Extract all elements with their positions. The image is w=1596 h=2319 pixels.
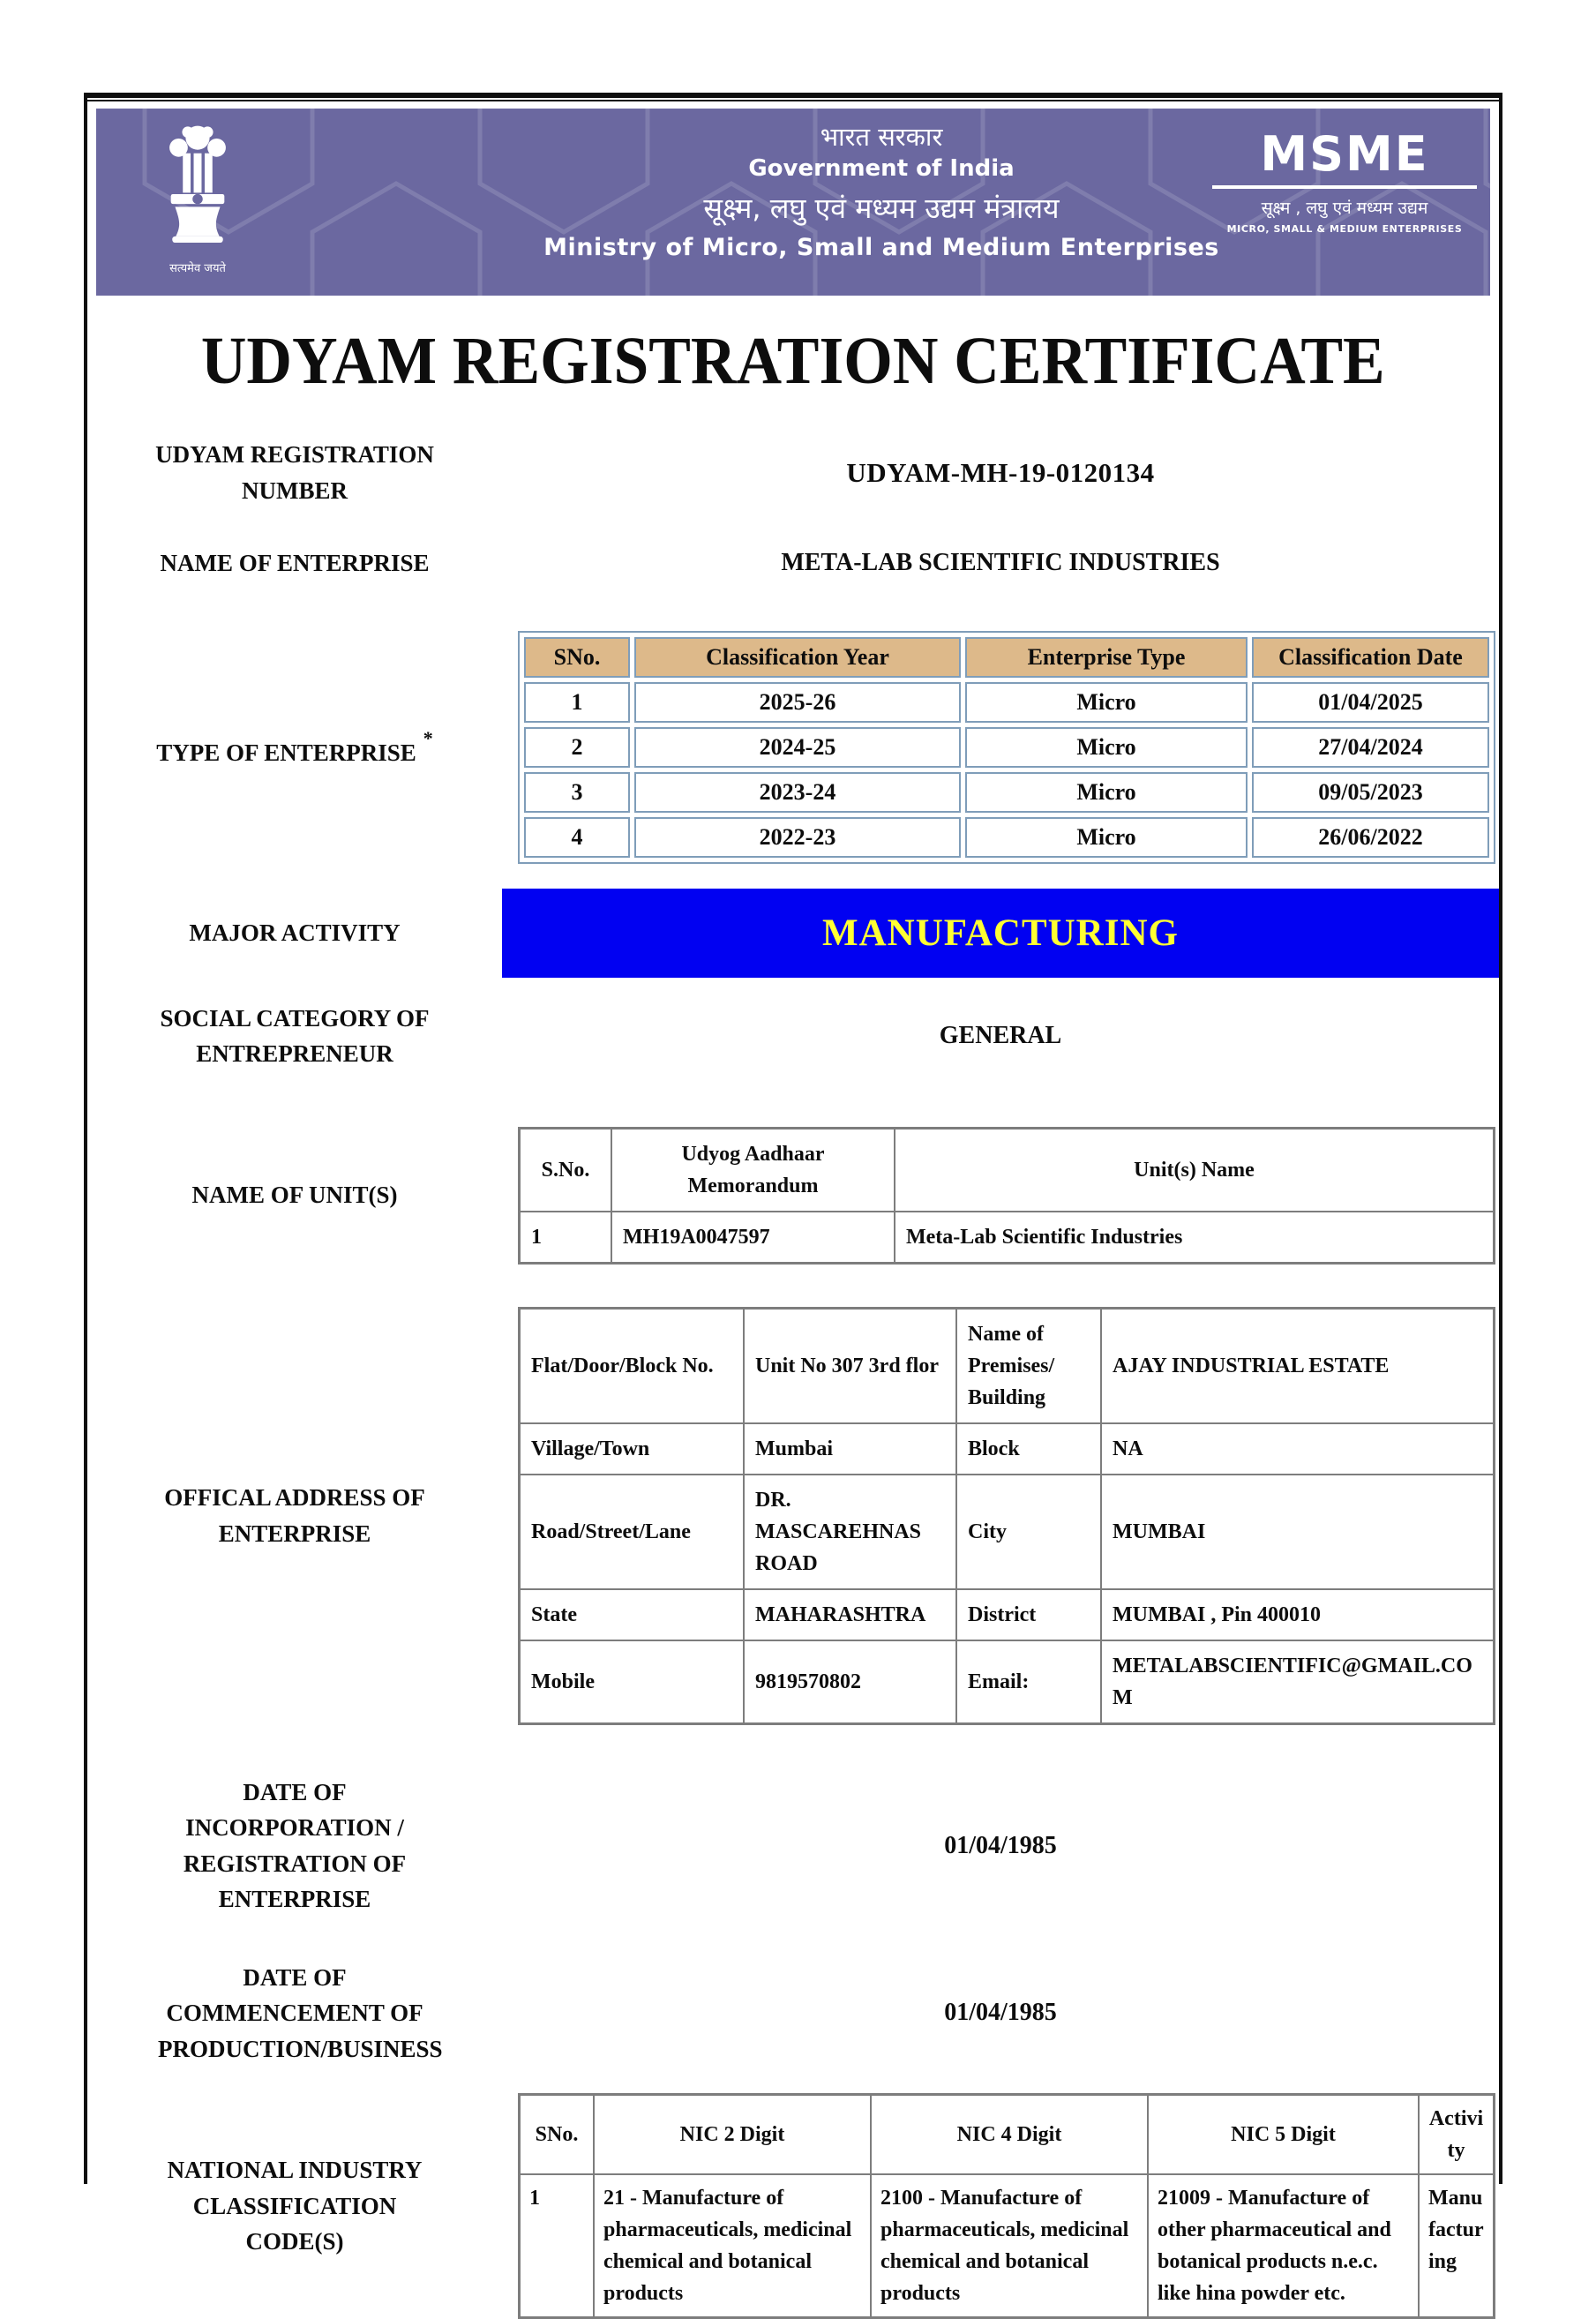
column-header: SNo. xyxy=(524,637,630,678)
enterprise-name-value: META-LAB SCIENTIFIC INDUSTRIES xyxy=(781,549,1220,577)
msme-english-line: MICRO, SMALL & MEDIUM ENTERPRISES xyxy=(1226,223,1463,236)
table-header-row xyxy=(524,637,1489,678)
ministry-hindi: सूक्ष्म, लघु एवं मध्यम उद्यम मंत्रालय xyxy=(703,191,1060,226)
table-cell: Micro xyxy=(965,772,1248,813)
table-cell: Unit No 307 3rd flor xyxy=(744,1308,956,1423)
table-cell: Manufacturing xyxy=(1419,2174,1495,2318)
type-of-enterprise-value xyxy=(502,631,1499,864)
column-header: NIC 4 Digit xyxy=(871,2095,1148,2175)
table-cell: Mobile xyxy=(520,1640,745,1724)
table-cell: Micro xyxy=(965,682,1248,723)
emblem-motto: सत्यमेव जयते xyxy=(169,262,226,275)
table-cell: MH19A0047597 xyxy=(611,1212,895,1264)
major-activity-value-wrap xyxy=(502,889,1499,978)
certificate-body xyxy=(87,98,1499,2319)
table-cell: Flat/Door/Block No. xyxy=(520,1308,745,1423)
table-row xyxy=(520,1212,1495,1264)
nic-table xyxy=(518,2093,1495,2319)
enterprise-name-label: NAME OF ENTERPRISE xyxy=(160,550,430,576)
table-cell: 09/05/2023 xyxy=(1252,772,1489,813)
table-cell: 2024-25 xyxy=(634,727,961,768)
units-label: NAME OF UNIT(S) xyxy=(191,1182,398,1209)
column-header: NIC 5 Digit xyxy=(1148,2095,1419,2175)
ministry-english: Ministry of Micro, Small and Medium Enterprises xyxy=(543,234,1219,262)
column-header: Enterprise Type xyxy=(965,637,1248,678)
table-row xyxy=(520,1589,1495,1640)
column-header: Classification Date xyxy=(1252,637,1489,678)
msme-logo xyxy=(1212,126,1477,236)
government-banner xyxy=(96,109,1490,296)
table-cell: 4 xyxy=(524,817,630,858)
registration-number-value: UDYAM-MH-19-0120134 xyxy=(846,456,1155,488)
nic-codes-value xyxy=(502,2093,1499,2319)
table-row xyxy=(520,1640,1495,1724)
table-cell: 3 xyxy=(524,772,630,813)
type-of-enterprise-label: TYPE OF ENTERPRISE* xyxy=(156,726,433,766)
column-header: SNo. xyxy=(520,2095,595,2175)
table-cell: MUMBAI xyxy=(1101,1475,1495,1589)
table-cell: 2100 - Manufacture of pharmaceuticals, medicinal chemical and botanical products xyxy=(871,2174,1148,2318)
table-cell: 26/06/2022 xyxy=(1252,817,1489,858)
table-cell: Village/Town xyxy=(520,1423,745,1475)
units-table xyxy=(518,1127,1495,1265)
table-cell: 21009 - Manufacture of other pharmaceutical and botanical products n.e.c. like hina powder etc. xyxy=(1148,2174,1419,2318)
social-category-label: SOCIAL CATEGORY OF ENTREPRENEUR xyxy=(160,1004,430,1067)
nic-codes-label: NATIONAL INDUSTRY CLASSIFICATION CODE(S) xyxy=(167,2157,423,2255)
table-cell: 2023-24 xyxy=(634,772,961,813)
table-row xyxy=(520,1423,1495,1475)
table-row xyxy=(520,1475,1495,1589)
table-cell: 21 - Manufacture of pharmaceuticals, medicinal chemical and botanical products xyxy=(594,2174,871,2318)
table-cell: MAHARASHTRA xyxy=(744,1589,956,1640)
column-header: Activity xyxy=(1419,2095,1495,2175)
table-cell: 01/04/2025 xyxy=(1252,682,1489,723)
registration-number-label: UDYAM REGISTRATION NUMBER xyxy=(155,441,434,504)
table-row xyxy=(524,727,1489,768)
major-activity-label: MAJOR ACTIVITY xyxy=(189,919,401,946)
government-of-india: Government of India xyxy=(748,155,1015,183)
units-row xyxy=(87,1127,1499,1265)
column-header: S.No. xyxy=(520,1128,612,1212)
table-cell: Email: xyxy=(956,1640,1101,1724)
table-row xyxy=(524,772,1489,813)
column-header: NIC 2 Digit xyxy=(594,2095,871,2175)
official-address-row xyxy=(87,1307,1499,1725)
table-row xyxy=(520,1308,1495,1423)
certificate-title: UDYAM REGISTRATION CERTIFICATE xyxy=(201,324,1385,398)
certificate-frame xyxy=(84,93,1502,2305)
table-cell: Name of Premises/ Building xyxy=(956,1308,1101,1423)
table-header-row xyxy=(520,1128,1495,1212)
table-cell: Mumbai xyxy=(744,1423,956,1475)
msme-hindi-line: सूक्ष्म , लघु एवं मध्यम उद्यम xyxy=(1261,199,1428,219)
table-cell: 2 xyxy=(524,727,630,768)
table-header-row xyxy=(520,2095,1495,2175)
table-cell: Micro xyxy=(965,727,1248,768)
banner-titles xyxy=(476,123,1287,261)
table-cell: NA xyxy=(1101,1423,1495,1475)
address-table xyxy=(518,1307,1495,1725)
incorporation-date-value: 01/04/1985 xyxy=(944,1831,1057,1859)
incorporation-date-label: DATE OF INCORPORATION / REGISTRATION OF ENTERPRISE xyxy=(183,1778,407,1912)
table-cell: 2025-26 xyxy=(634,682,961,723)
table-cell: Block xyxy=(956,1423,1101,1475)
table-cell: 1 xyxy=(524,682,630,723)
nic-codes-row xyxy=(87,2093,1499,2319)
major-activity-row xyxy=(87,889,1499,978)
table-cell: District xyxy=(956,1589,1101,1640)
major-activity-band xyxy=(502,889,1499,978)
social-category-row xyxy=(87,1001,1499,1072)
table-cell: Micro xyxy=(965,817,1248,858)
column-header: Classification Year xyxy=(634,637,961,678)
commencement-date-row xyxy=(87,1960,1499,2068)
table-cell: METALABSCIENTIFIC@GMAIL.COM xyxy=(1101,1640,1495,1724)
table-cell: AJAY INDUSTRIAL ESTATE xyxy=(1101,1308,1495,1423)
table-cell: 1 xyxy=(520,2174,595,2318)
major-activity-value: MANUFACTURING xyxy=(822,912,1179,954)
table-row xyxy=(524,817,1489,858)
registration-number-row xyxy=(87,437,1499,508)
government-of-india-hindi: भारत सरकार xyxy=(820,122,943,152)
india-emblem xyxy=(149,121,246,275)
table-row xyxy=(524,682,1489,723)
ashoka-lion-capital-icon xyxy=(155,121,240,253)
table-cell: Road/Street/Lane xyxy=(520,1475,745,1589)
table-cell: MUMBAI , Pin 400010 xyxy=(1101,1589,1495,1640)
msme-wordmark: MSME xyxy=(1212,131,1477,189)
enterprise-type-table xyxy=(518,631,1495,864)
commencement-date-value: 01/04/1985 xyxy=(944,1999,1057,2027)
incorporation-date-row xyxy=(87,1775,1499,1917)
type-of-enterprise-row xyxy=(87,631,1499,864)
column-header: Unit(s) Name xyxy=(895,1128,1495,1212)
table-row xyxy=(520,2174,1495,2318)
social-category-value: GENERAL xyxy=(939,1022,1062,1049)
enterprise-name-row xyxy=(87,545,1499,582)
table-cell: City xyxy=(956,1475,1101,1589)
table-cell: State xyxy=(520,1589,745,1640)
official-address-label: OFFICAL ADDRESS OF ENTERPRISE xyxy=(164,1484,425,1547)
commencement-date-label: DATE OF COMMENCEMENT OF PRODUCTION/BUSINESS xyxy=(158,1963,443,2062)
table-cell: 9819570802 xyxy=(744,1640,956,1724)
table-cell: 27/04/2024 xyxy=(1252,727,1489,768)
units-value xyxy=(502,1127,1499,1265)
table-cell: 2022-23 xyxy=(634,817,961,858)
official-address-value xyxy=(502,1307,1499,1725)
table-cell: Meta-Lab Scientific Industries xyxy=(895,1212,1495,1264)
column-header: Udyog Aadhaar Memorandum xyxy=(611,1128,895,1212)
asterisk-marker: * xyxy=(423,726,433,749)
table-cell: DR. MASCAREHNAS ROAD xyxy=(744,1475,956,1589)
table-cell: 1 xyxy=(520,1212,612,1264)
